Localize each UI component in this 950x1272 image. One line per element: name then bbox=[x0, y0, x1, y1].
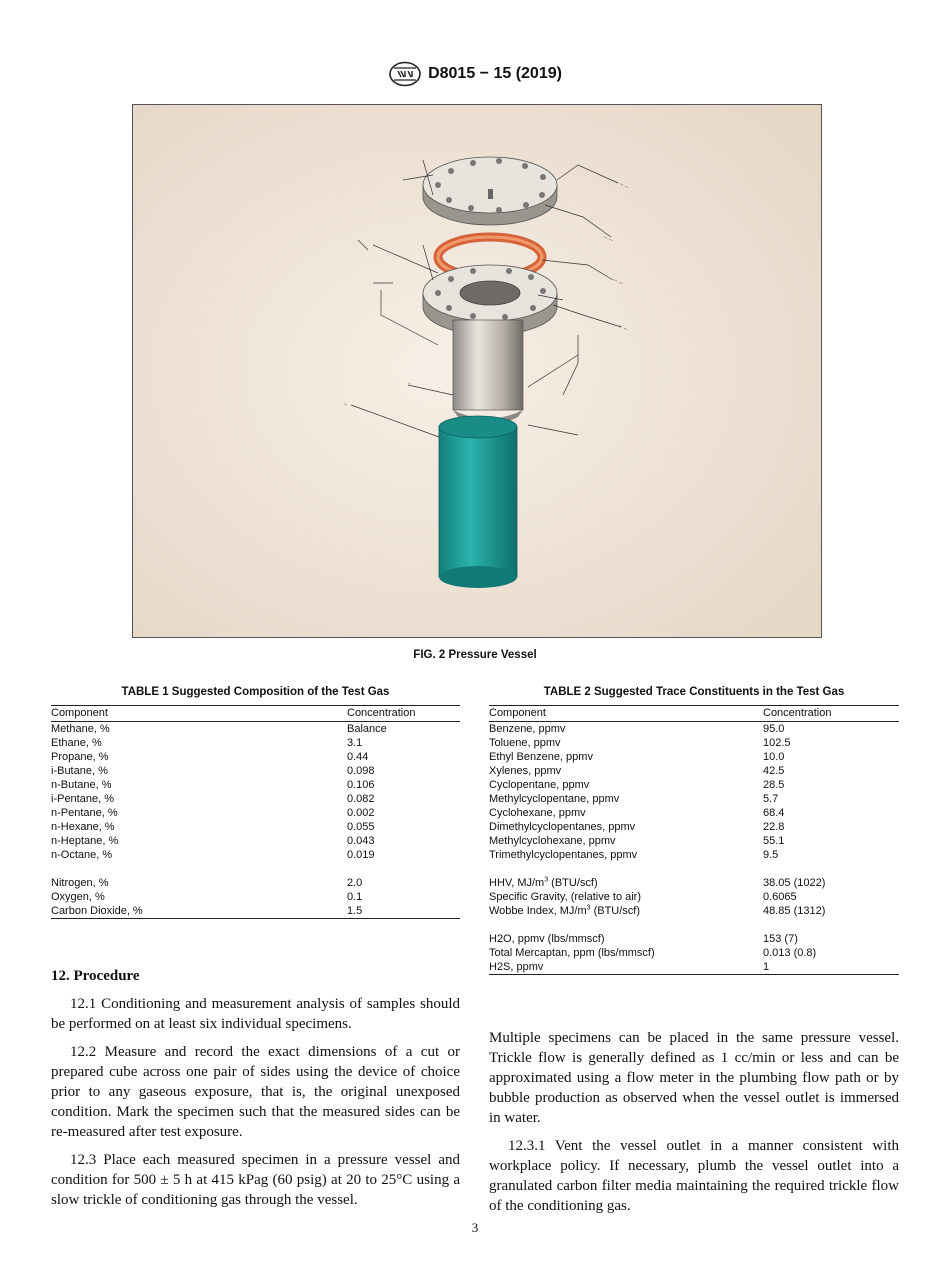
concentration-cell: 0.002 bbox=[347, 807, 375, 819]
concentration-cell: 48.85 (1312) bbox=[763, 905, 826, 917]
table-row bbox=[489, 876, 899, 890]
concentration-cell: 0.019 bbox=[347, 849, 375, 861]
right-column-text bbox=[489, 1028, 899, 1224]
table-row bbox=[489, 932, 899, 946]
component-cell: Methylcyclohexane, ppmv bbox=[489, 835, 616, 847]
component-cell: Ethane, % bbox=[51, 737, 102, 749]
component-cell: Benzene, ppmv bbox=[489, 723, 566, 735]
pressure-vessel-drawing bbox=[133, 105, 821, 637]
concentration-cell: 0.106 bbox=[347, 779, 375, 791]
table-row bbox=[51, 820, 460, 834]
table-row bbox=[51, 890, 460, 904]
component-cell: n-Hexane, % bbox=[51, 821, 115, 833]
vessel-jacket bbox=[439, 416, 517, 588]
concentration-cell: 0.6065 bbox=[763, 891, 797, 903]
concentration-cell: 0.043 bbox=[347, 835, 375, 847]
table-row bbox=[489, 778, 899, 792]
concentration-cell: 2.0 bbox=[347, 877, 363, 889]
concentration-cell: 0.013 (0.8) bbox=[763, 947, 817, 959]
table-1-body bbox=[51, 722, 460, 919]
column-header: Component bbox=[51, 707, 108, 719]
concentration-cell: 0.44 bbox=[347, 751, 369, 763]
concentration-cell: 22.8 bbox=[763, 821, 785, 833]
component-cell: Oxygen, % bbox=[51, 891, 105, 903]
concentration-cell: 68.4 bbox=[763, 807, 785, 819]
table-row bbox=[489, 820, 899, 834]
component-cell: Propane, % bbox=[51, 751, 109, 763]
component-cell: Trimethylcyclopentanes, ppmv bbox=[489, 849, 638, 861]
table-2-body bbox=[489, 722, 899, 975]
page-header bbox=[0, 60, 950, 88]
table-row bbox=[489, 736, 899, 750]
table-row bbox=[489, 834, 899, 848]
table-2 bbox=[489, 686, 899, 975]
svg-text:-- --: -- -- bbox=[618, 181, 630, 191]
table-row bbox=[51, 848, 460, 862]
concentration-cell: 1.5 bbox=[347, 905, 363, 917]
component-cell: Xylenes, ppmv bbox=[489, 765, 562, 777]
concentration-cell: 9.5 bbox=[763, 849, 779, 861]
component-cell: Cyclopentane, ppmv bbox=[489, 779, 590, 791]
concentration-cell: 95.0 bbox=[763, 723, 785, 735]
concentration-cell: 42.5 bbox=[763, 765, 785, 777]
component-cell: i-Pentane, % bbox=[51, 793, 114, 805]
standard-designation: D8015 − 15 (2019) bbox=[428, 65, 562, 82]
component-cell: Nitrogen, % bbox=[51, 877, 109, 889]
table-2-title: TABLE 2 Suggested Trace Constituents in the Test Gas bbox=[543, 686, 845, 698]
concentration-cell: 55.1 bbox=[763, 835, 785, 847]
concentration-cell: 1 bbox=[763, 961, 770, 973]
component-cell: H2S, ppmv bbox=[489, 961, 544, 973]
concentration-cell: 0.1 bbox=[347, 891, 363, 903]
pressure-vessel-figure bbox=[132, 104, 822, 638]
table-row bbox=[489, 764, 899, 778]
component-cell: Methane, % bbox=[51, 723, 110, 735]
table-2-header bbox=[489, 705, 899, 722]
component-cell: H2O, ppmv (lbs/mmscf) bbox=[489, 933, 605, 945]
concentration-cell: 153 (7) bbox=[763, 933, 798, 945]
concentration-cell: 0.055 bbox=[347, 821, 375, 833]
table-row bbox=[51, 792, 460, 806]
concentration-cell: 38.05 (1022) bbox=[763, 877, 826, 889]
component-cell: Specific Gravity, (relative to air) bbox=[489, 891, 642, 903]
table-row bbox=[489, 960, 899, 975]
svg-text:-- --: -- -- bbox=[617, 323, 629, 333]
paragraph-12-1: 12.1 Conditioning and measurement analysis of samples should be performed on at least six individual specimens. bbox=[51, 996, 460, 1032]
paragraph-12-3-continued: Multiple specimens can be placed in the same pressure vessel. Trickle flow is generally defined as 1 cc/min or less and can be approximated using a flow meter in the plumbing flow path or by bubble production as observed when the vessel outlet is immersed in water. bbox=[489, 1030, 899, 1126]
concentration-cell: 102.5 bbox=[763, 737, 791, 749]
table-row bbox=[489, 904, 899, 918]
table-1-title: TABLE 1 Suggested Composition of the Test Gas bbox=[121, 686, 390, 698]
component-cell: HHV, $MJ/m^3$ (BTU/scf) bbox=[489, 876, 598, 889]
table-row bbox=[51, 834, 460, 848]
component-cell: n-Octane, % bbox=[51, 849, 113, 861]
component-cell: Toluene, ppmv bbox=[489, 737, 561, 749]
paragraph-12-3-1: 12.3.1 Vent the vessel outlet in a manner consistent with workplace policy. If necessary, plumb the vessel outlet into a granulated carbon filter media maintaining the required trickle flow of the conditioning gas. bbox=[489, 1138, 899, 1214]
table-1-header bbox=[51, 705, 460, 722]
table-row bbox=[51, 722, 460, 736]
section-heading: 12. Procedure bbox=[51, 968, 140, 984]
concentration-cell: Balance bbox=[347, 723, 387, 735]
component-cell: n-Pentane, % bbox=[51, 807, 118, 819]
component-cell: Methylcyclopentane, ppmv bbox=[489, 793, 620, 805]
concentration-cell: 0.098 bbox=[347, 765, 375, 777]
table-row bbox=[51, 876, 460, 890]
table-row bbox=[489, 848, 899, 862]
astm-logo bbox=[388, 61, 422, 87]
group-spacer bbox=[489, 862, 899, 876]
component-cell: Total Mercaptan, ppm (lbs/mmscf) bbox=[489, 947, 655, 959]
component-cell: Carbon Dioxide, % bbox=[51, 905, 143, 917]
component-cell: Cyclohexane, ppmv bbox=[489, 807, 586, 819]
figure-caption: FIG. 2 Pressure Vessel bbox=[413, 649, 537, 661]
left-column-text bbox=[51, 994, 460, 1218]
table-row bbox=[51, 764, 460, 778]
page-number: 3 bbox=[471, 1220, 479, 1235]
table-1 bbox=[51, 686, 460, 919]
paragraph-12-2: 12.2 Measure and record the exact dimensions of a cut or prepared cube across one pair of sides using the device of choice prior to any gaseous exposure, that is, the original unexposed condition. Mark the specimen such that the measured sides can be re-measured after test exposure. bbox=[51, 1044, 460, 1140]
table-row bbox=[489, 792, 899, 806]
table-row bbox=[51, 806, 460, 820]
table-row bbox=[51, 736, 460, 750]
table-row bbox=[489, 722, 899, 736]
table-row bbox=[51, 750, 460, 764]
column-header: Concentration bbox=[347, 707, 416, 719]
svg-text:--: -- bbox=[406, 380, 413, 388]
component-cell: n-Heptane, % bbox=[51, 835, 119, 847]
svg-text:-- --: -- -- bbox=[612, 277, 624, 287]
column-header: Concentration bbox=[763, 707, 832, 719]
component-cell: Dimethylcyclopentanes, ppmv bbox=[489, 821, 636, 833]
svg-text:--: -- bbox=[342, 401, 349, 409]
table-row bbox=[489, 750, 899, 764]
component-cell: Ethyl Benzene, ppmv bbox=[489, 751, 593, 763]
concentration-cell: 5.7 bbox=[763, 793, 779, 805]
component-cell: i-Butane, % bbox=[51, 765, 108, 777]
group-spacer bbox=[51, 862, 460, 876]
table-row bbox=[489, 890, 899, 904]
top-flange bbox=[423, 157, 557, 225]
group-spacer bbox=[489, 918, 899, 932]
vessel-body bbox=[453, 320, 523, 425]
concentration-cell: 0.082 bbox=[347, 793, 375, 805]
component-cell: n-Butane, % bbox=[51, 779, 112, 791]
table-row bbox=[51, 904, 460, 919]
concentration-cell: 28.5 bbox=[763, 779, 785, 791]
table-row bbox=[489, 806, 899, 820]
component-cell: Wobbe Index, $MJ/m^3$ (BTU/scf) bbox=[489, 904, 641, 917]
paragraph-12-3: 12.3 Place each measured specimen in a pressure vessel and condition for 500 ± 5 h at 415 kPag (60 psig) at 20 to 25°C using a slow trickle of conditioning gas through the vessel. bbox=[51, 1152, 460, 1208]
svg-text:-- --: -- -- bbox=[602, 234, 614, 244]
column-header: Component bbox=[489, 707, 546, 719]
table-row bbox=[489, 946, 899, 960]
concentration-cell: 10.0 bbox=[763, 751, 785, 763]
table-row bbox=[51, 778, 460, 792]
concentration-cell: 3.1 bbox=[347, 737, 363, 749]
